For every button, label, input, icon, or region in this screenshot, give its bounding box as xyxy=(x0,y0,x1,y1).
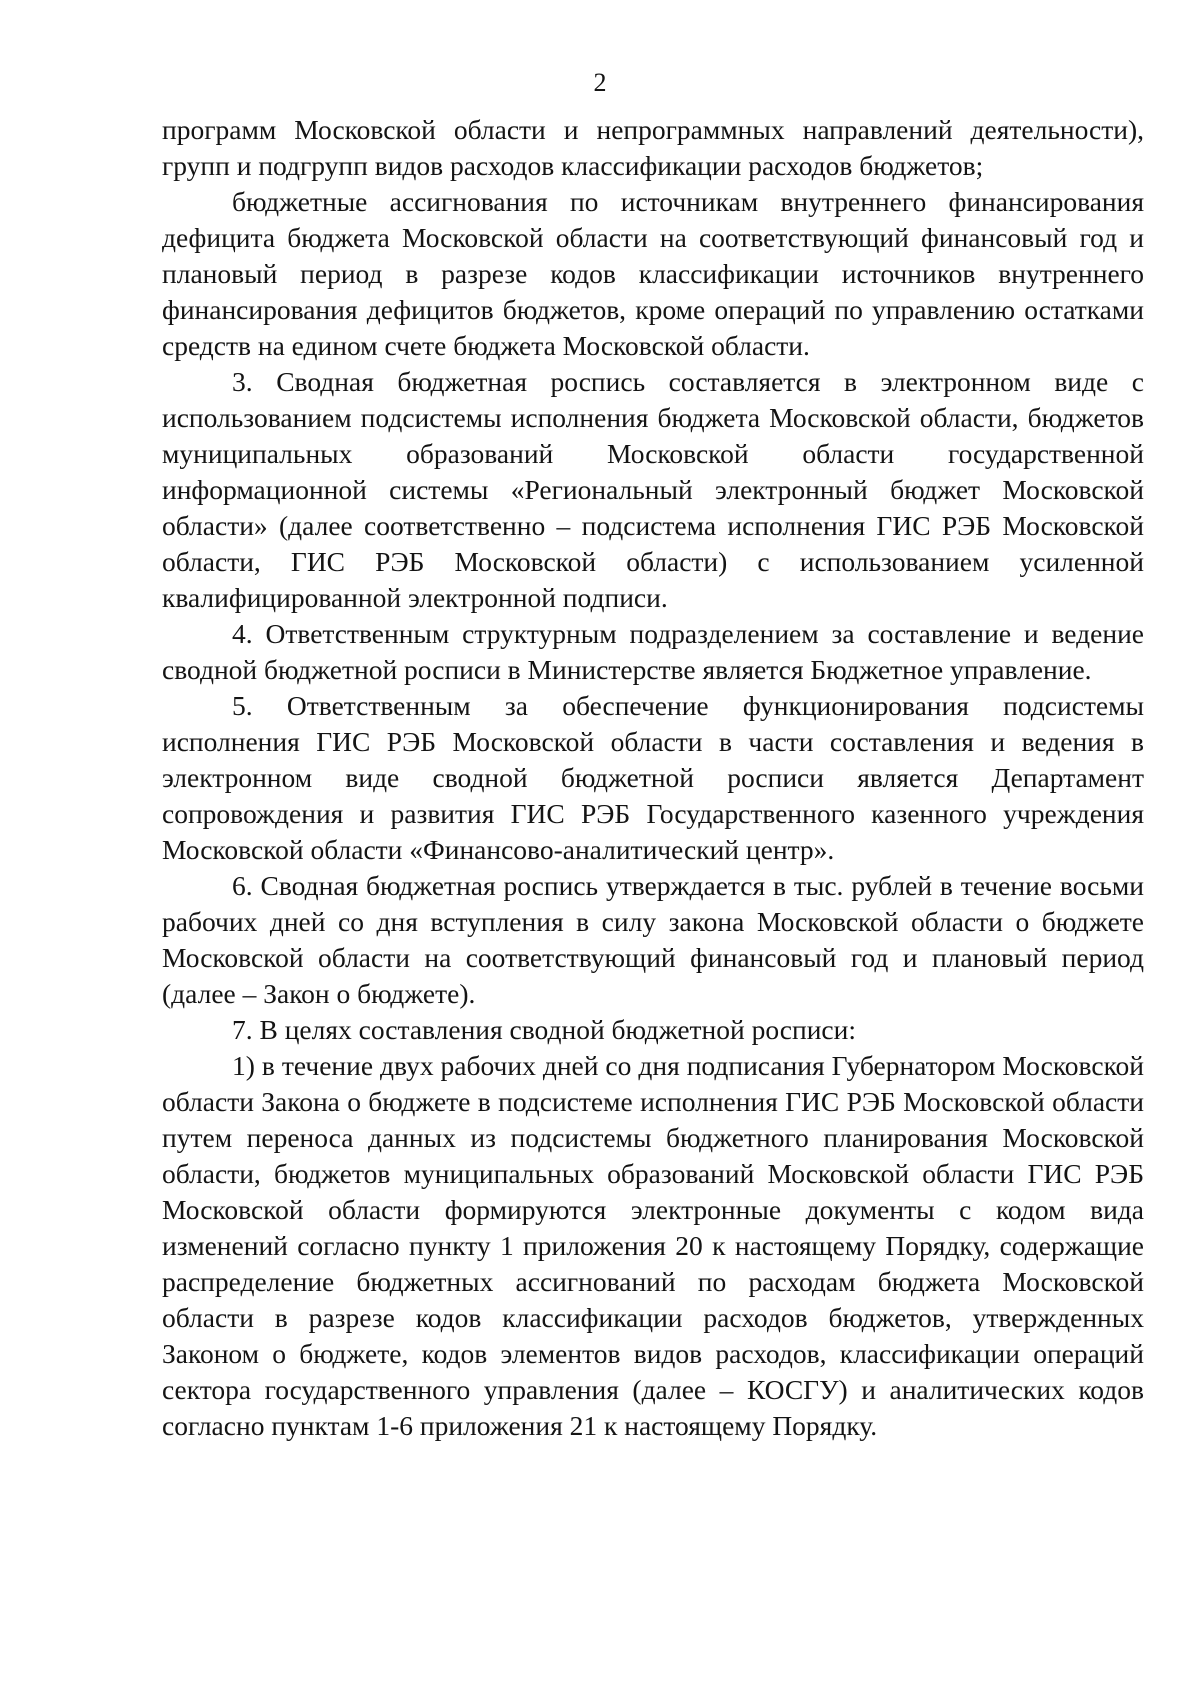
page-number: 2 xyxy=(593,68,607,97)
paragraph-item-6: 6. Сводная бюджетная роспись утверждается в тыс. рублей в течение восьми рабочих дней со дня вступления в силу закона Московской области о бюджете Московской области на соответствующий финансовый год и плановый период (далее – Закон о бюджете). xyxy=(162,870,1144,1009)
document-body xyxy=(162,112,1144,1444)
paragraph-item-7-1: 1) в течение двух рабочих дней со дня подписания Губернатором Московской области Закона о бюджете в подсистеме исполнения ГИС РЭБ Московской области путем переноса данных из подсистемы бюджетного планирования Московской области, бюджетов муниципальных образований Московской области ГИС РЭБ Московской области формируются электронные документы с кодом вида изменений согласно пункту 1 приложения 20 к настоящему Порядку, содержащие распределение бюджетных ассигнований по расходам бюджета Московской области в разрезе кодов классификации расходов бюджетов, утвержденных Законом о бюджете, кодов элементов видов расходов, классификации операций сектора государственного управления (далее – КОСГУ) и аналитических кодов согласно пунктам 1-6 приложения 21 к настоящему Порядку. xyxy=(162,1050,1144,1441)
paragraph-item-5: 5. Ответственным за обеспечение функционирования подсистемы исполнения ГИС РЭБ Московской области в части составления и ведения в электронном виде сводной бюджетной росписи является Департамент сопровождения и развития ГИС РЭБ Государственного казенного учреждения Московской области «Финансово-аналитический центр». xyxy=(162,690,1144,865)
paragraph-item-3: 3. Сводная бюджетная роспись составляется в электронном виде с использованием подсистемы исполнения бюджета Московской области, бюджетов муниципальных образований Московской области государственной информационной системы «Региональный электронный бюджет Московской области» (далее соответственно – подсистема исполнения ГИС РЭБ Московской области, ГИС РЭБ Московской области) с использованием усиленной квалифицированной электронной подписи. xyxy=(162,366,1144,613)
paragraph-continuation: программ Московской области и непрограммных направлений деятельности), групп и подгрупп видов расходов классификации расходов бюджетов; xyxy=(162,114,1144,181)
paragraph-item-4: 4. Ответственным структурным подразделением за составление и ведение сводной бюджетной росписи в Министерстве является Бюджетное управление. xyxy=(162,618,1144,685)
paragraph-item-7: 7. В целях составления сводной бюджетной росписи: xyxy=(232,1014,857,1045)
paragraph-budget-allocations: бюджетные ассигнования по источникам внутреннего финансирования дефицита бюджета Московской области на соответствующий финансовый год и плановый период в разрезе кодов классификации источников внутреннего финансирования дефицитов бюджетов, кроме операций по управлению остатками средств на едином счете бюджета Московской области. xyxy=(162,186,1144,361)
